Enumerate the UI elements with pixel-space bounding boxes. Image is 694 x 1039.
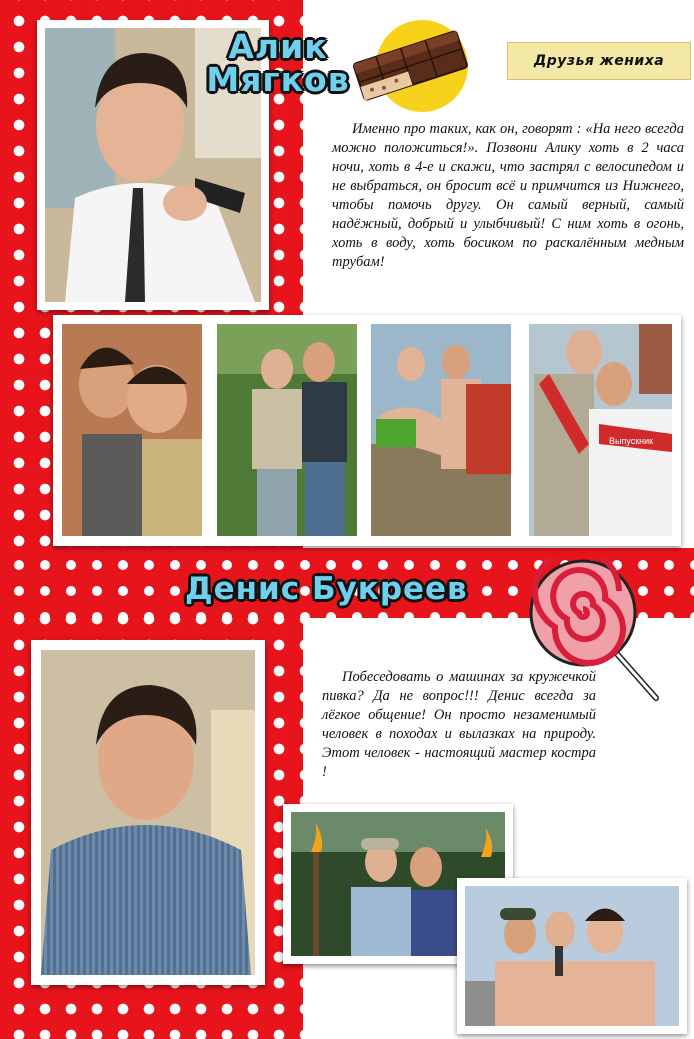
friend2-description	[322, 668, 596, 782]
section-badge: Друзья жениха	[507, 42, 691, 80]
chocolate-bar-icon	[350, 14, 475, 114]
strip-photo-1	[62, 324, 202, 536]
friend2-photo-2	[465, 886, 679, 1026]
sash-text: Выпускник	[609, 436, 654, 446]
friend1-name-line1: Алик	[228, 27, 328, 66]
friend2-portrait-frame	[31, 640, 265, 985]
strip-photo-4	[529, 324, 672, 536]
friend2-photo-2-frame	[457, 878, 687, 1034]
strip-photo-2	[217, 324, 357, 536]
strip-photo-3	[371, 324, 511, 536]
friend1-name	[203, 27, 353, 99]
friend1-description	[332, 120, 684, 272]
friend1-name-line2: Мягков	[206, 60, 350, 99]
friend2-name: Денис Букреев	[185, 571, 468, 607]
friend1-description-text: Именно про таких, как он, говорят : «На него всегда можно положиться!». Позвони Алику хоть в 2 часа ночи, хоть в 4-е и скажи, что застрял с велосипедом и не выбраться, он бросит всё и примчится из Нижнего, чтобы помочь другу. Он самый верный, самый надёжный, добрый и улыбчивый! С ним хоть в огонь, хоть в воду, хоть босиком по раскалённым медным трубам!	[332, 121, 684, 270]
friend2-portrait-photo	[41, 650, 255, 975]
friend1-photo-strip	[53, 315, 681, 546]
friend2-description-text: Побеседовать о машинах за кружечкой пивка? Да не вопрос!!! Денис всегда за лёгкое общение! Он просто незаменимый человек в походах и вылазках на природу. Этот человек - настоящий мастер костра !	[322, 669, 596, 780]
